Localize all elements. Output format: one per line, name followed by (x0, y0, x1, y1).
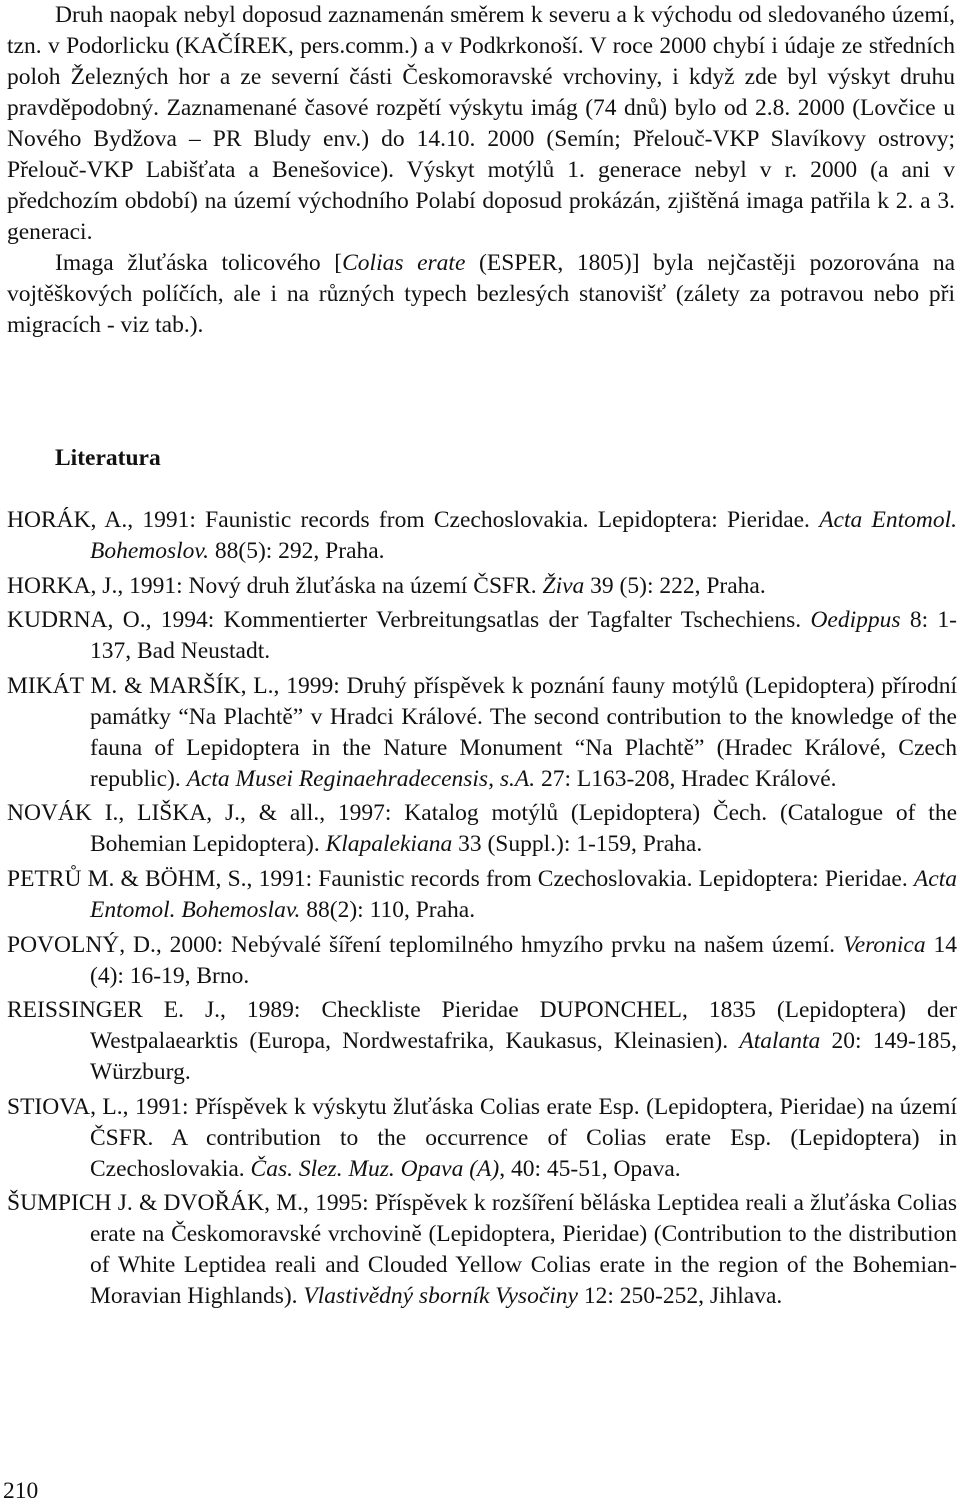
reference-tail: 20: 149-185, Würzburg. (90, 1028, 957, 1086)
paragraph-2-after: (ESPER, 1805)] byla nejčastěji pozorována na vojtěškových políčích, ale i na různých typech bezlesých stanovišť (zálety za potravou nebo při migracích - viz tab.). (7, 250, 955, 338)
reference-tail: 39 (5): 222, Praha. (584, 572, 766, 599)
reference-author: MIKÁT M. & MARŠÍK, L. (7, 672, 274, 699)
reference-tail: 88(2): 110, Praha. (300, 896, 476, 923)
reference-text: , 1991: Faunistic records from Czechoslovakia. Lepidoptera: Pieridae. (127, 507, 820, 533)
body-paragraph-2 (7, 248, 955, 341)
reference-author: PETRŮ M. & BÖHM, S. (7, 865, 247, 892)
reference-item (7, 505, 957, 567)
reference-item (7, 798, 957, 860)
species-name: Colias erate (342, 250, 466, 276)
reference-tail: 88(5): 292, Praha. (209, 538, 385, 564)
reference-author: NOVÁK I., LIŠKA, J., & all. (7, 800, 320, 827)
reference-item (7, 605, 957, 667)
reference-tail: 8: 1-137, Bad Neustadt. (90, 607, 957, 665)
reference-tail: 14 (4): 16-19, Brno. (90, 931, 958, 989)
reference-journal: Čas. Slez. Muz. Opava (A) (250, 1155, 500, 1182)
reference-text: , 1991: Nový druh žluťáska na území ČSFR. (117, 572, 543, 599)
reference-text: , 1995: Příspěvek k rozšíření běláska Leptidea reali a žluťáska Colias erate na Českomoravské vrchovině (Lepidoptera, Pieridae) (Contribution to the distribution of White Leptidea reali and Clouded Yellow Colias erate in the region of the Bohemian-Moravian Highlands). (90, 1190, 957, 1310)
reference-list (7, 505, 957, 1316)
reference-text: , 1997: Katalog motýlů (Lepidoptera) Čech. (Catalogue of the Bohemian Lepidoptera). (90, 800, 957, 858)
reference-journal: Klapalekiana (325, 831, 453, 858)
reference-text: , 1994: Kommentierter Verbreitungsatlas der Tagfalter Tschechiens. (145, 607, 811, 634)
reference-author: POVOLNÝ, D. (7, 931, 156, 958)
reference-text: , 1989: Checkliste Pieridae DUPONCHEL, 1835 (Lepidoptera) der Westpalaearktis (Europa, Nordwestafrika, Kaukasus, Kleinasien). (90, 997, 958, 1055)
reference-author: STIOVA, L. (7, 1093, 123, 1120)
reference-author: ŠUMPICH J. & DVOŘÁK, M. (7, 1190, 303, 1217)
reference-journal: Veronica (842, 931, 926, 958)
reference-author: KUDRNA, O. (7, 607, 146, 634)
reference-journal: Acta Musei Reginaehradecensis, s.A. (186, 765, 536, 792)
reference-text: , 2000: Nebývalé šíření teplomilného hmyzího prvku na našem území. (155, 931, 843, 958)
reference-journal: Oedippus (810, 607, 901, 634)
reference-journal: Atalanta (739, 1028, 821, 1055)
reference-tail: , 40: 45-51, Opava. (499, 1155, 681, 1182)
reference-author: REISSINGER E. J. (7, 997, 221, 1024)
reference-text: , 1999: Druhý příspěvek k poznání fauny motýlů (Lepidoptera) přírodní památky “Na Plachtě” v Hradci Králové. The second contribution to the knowledge of the fauna of Lepidoptera in the Nature Monument “Na Plachtě” (Hradec Králové, Czech republic). (90, 672, 958, 792)
reference-item (7, 864, 957, 926)
reference-text: , 1991: Příspěvek k výskytu žluťáska Colias erate Esp. (Lepidoptera, Pieridae) na území ČSFR. A contribution to the occurrence of Colias erate Esp. (Lepidoptera) in Czechoslovakia. (90, 1093, 957, 1182)
reference-tail: 27: L163-208, Hradec Králové. (535, 765, 837, 792)
reference-item (7, 1188, 957, 1312)
reference-tail: 12: 250-252, Jihlava. (577, 1283, 783, 1310)
reference-tail: 33 (Suppl.): 1-159, Praha. (452, 831, 703, 858)
reference-item (7, 995, 957, 1088)
reference-item (7, 571, 957, 602)
section-heading-literatura: Literatura (55, 445, 161, 471)
body-paragraph-1 (7, 0, 955, 248)
reference-journal: Acta Entomol. Bohemoslov. (90, 507, 958, 564)
reference-item (7, 671, 957, 795)
paragraph-1-text: Druh naopak nebyl doposud zaznamenán směrem k severu a k východu od sledovaného území, tzn. v Podorlicku (KAČÍREK, pers.comm.) a v Podkrkonoší. V roce 2000 chybí i údaje ze středních poloh Železných hor a ze severní části Českomoravské vrchoviny, i když zde byl výskyt druhu pravděpodobný. Zaznamenané časové rozpětí výskytu imág (74 dnů) bylo od 2.8. 2000 (Lovčice u Nového Bydžova – PR Bludy env.) do 14.10. 2000 (Semín; Přelouč-VKP Slavíkovy ostrovy; Přelouč-VKP Labišťata a Benešovice). Výskyt motýlů 1. generace nebyl v r. 2000 (a ani v předchozím období) na území východního Polabí doposud prokázán, zjištěná imaga patřila k 2. a 3. generaci. (7, 2, 955, 245)
reference-item (7, 930, 957, 992)
reference-author: HORÁK, A. (7, 507, 128, 533)
reference-item (7, 1092, 957, 1185)
reference-journal: Vlastivědný sborník Vysočiny (303, 1283, 578, 1310)
reference-journal: Acta Entomol. Bohemoslav. (90, 865, 957, 923)
reference-author: HORKA, J. (7, 572, 118, 599)
page-number: 210 (3, 1478, 39, 1504)
reference-text: , 1991: Faunistic records from Czechoslovakia. Lepidoptera: Pieridae. (246, 865, 914, 892)
paragraph-2-before: Imaga žluťáska tolicového [ (55, 250, 343, 276)
reference-journal: Živa (542, 572, 585, 599)
